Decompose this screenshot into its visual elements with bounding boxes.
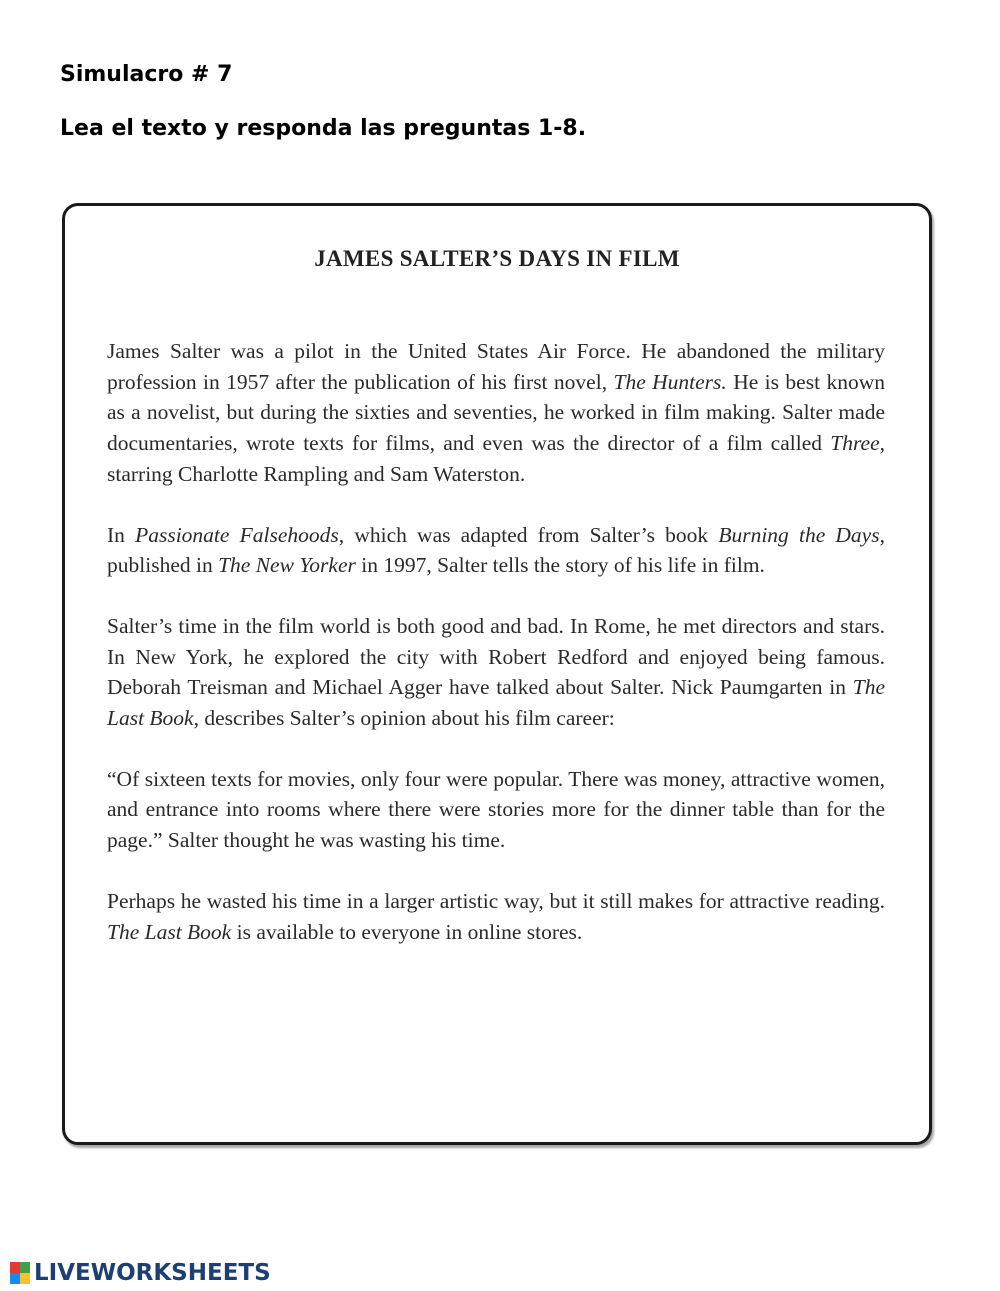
liveworksheets-brand bbox=[10, 1260, 271, 1286]
logo-square-green bbox=[20, 1262, 30, 1273]
passage-paragraph-2: In Passionate Falsehoods, which was adapted from Salter’s book Burning the Days, published in The New Yorker in 1997, Salter tells the story of his life in film. bbox=[107, 522, 885, 578]
liveworksheets-logo-icon bbox=[10, 1262, 30, 1284]
brand-name: LIVEWORKSHEETS bbox=[34, 1260, 271, 1286]
logo-square-blue bbox=[10, 1273, 20, 1284]
reading-passage-box bbox=[62, 203, 932, 1145]
worksheet-title: Simulacro # 7 bbox=[60, 62, 233, 87]
worksheet-instruction: Lea el texto y responda las preguntas 1-8. bbox=[60, 116, 587, 141]
passage-body bbox=[107, 336, 885, 977]
logo-square-red bbox=[10, 1262, 20, 1273]
passage-paragraph-5: Perhaps he wasted his time in a larger artistic way, but it still makes for attractive reading. The Last Book is available to everyone in online stores. bbox=[107, 888, 885, 944]
passage-paragraph-1: James Salter was a pilot in the United States Air Force. He abandoned the military profession in 1957 after the publication of his first novel, The Hunters. He is best known as a novelist, but during the sixties and seventies, he worked in film making. Salter made documentaries, wrote texts for films, and even was the director of a film called Three, starring Charlotte Rampling and Sam Waterston. bbox=[107, 339, 885, 486]
passage-paragraph-4: “Of sixteen texts for movies, only four were popular. There was money, attractive women, and entrance into rooms where there were stories more for the dinner table than for the page.” Salter thought he was wasting his time. bbox=[107, 766, 885, 853]
passage-paragraph-3: Salter’s time in the film world is both good and bad. In Rome, he met directors and stars. In New York, he explored the city with Robert Redford and enjoyed being famous. Deborah Treisman and Michael Agger have talked about Salter. Nick Paumgarten in The Last Book, describes Salter’s opinion about his film career: bbox=[107, 613, 885, 731]
logo-square-yellow bbox=[20, 1273, 30, 1284]
passage-title: JAMES SALTER’S DAYS IN FILM bbox=[314, 246, 680, 271]
